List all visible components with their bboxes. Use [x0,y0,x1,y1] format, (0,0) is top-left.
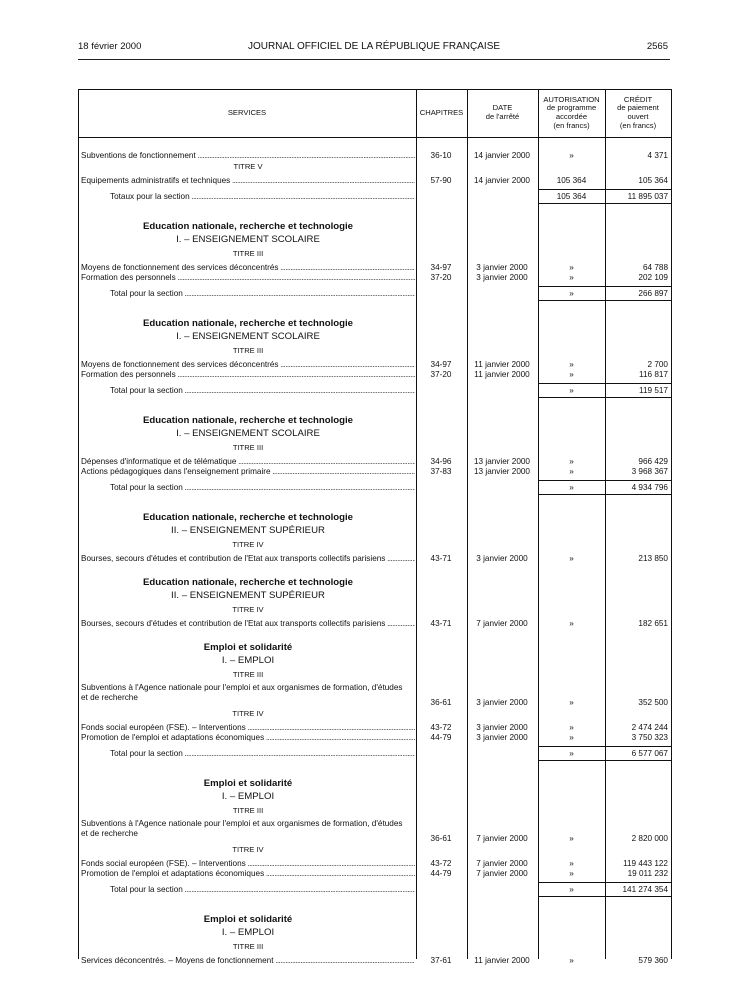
total-label: Total pour la section ..... [110,884,415,895]
credit-cell: 266 897 [638,289,668,298]
titre-heading: TITRE IV [232,845,264,854]
column-divider [416,89,417,959]
chapter-cell: 43-72 [430,723,452,732]
total-row [78,748,672,759]
credit-cell: 352 500 [638,698,668,707]
date-cell: 14 janvier 2000 [474,151,530,160]
column-divider [78,89,79,959]
row-label: Actions pédagogiques dans l'enseignement primaire ..... [81,466,415,477]
table-row [78,732,672,743]
autorisation-cell: 105 364 [556,176,587,185]
total-row [78,884,672,895]
column-divider [467,89,468,959]
chapter-cell: 36-10 [430,151,452,160]
ministry-heading: Emploi et solidarité [203,778,293,789]
ministry-heading: Emploi et solidarité [203,642,293,653]
date-cell: 3 janvier 2000 [476,733,528,742]
section-heading: I. – EMPLOI [221,791,275,802]
chapter-cell: 36-61 [430,834,452,843]
titre-heading: TITRE III [232,806,264,815]
credit-cell: 116 817 [639,370,668,379]
table-row [78,369,672,380]
ministry-heading: Education nationale, recherche et technologie [142,221,354,232]
credit-cell: 11 895 037 [627,192,668,201]
ministry-heading: Emploi et solidarité [203,914,293,925]
credit-cell: 6 577 067 [631,749,668,758]
section-heading: II. – ENSEIGNEMENT SUPÉRIEUR [171,525,325,536]
total-rule-top [538,189,672,190]
autorisation-cell: » [569,749,574,758]
table-row [78,868,672,879]
credit-cell: 2 474 244 [631,723,668,732]
section-heading: I. – ENSEIGNEMENT SCOLAIRE [176,428,320,439]
table-row [78,466,672,477]
date-cell: 7 janvier 2000 [476,834,528,843]
autorisation-cell: » [569,698,574,707]
autorisation-cell: » [569,370,574,379]
column-header-services: SERVICES [227,107,267,117]
credit-cell: 213 850 [638,554,668,563]
titre-heading: TITRE IV [232,709,264,718]
total-rule-top [538,286,672,287]
table-row [78,833,672,844]
date-cell: 13 janvier 2000 [474,457,530,466]
chapter-cell: 36-61 [430,698,452,707]
total-rule-top [538,480,672,481]
chapter-cell: 43-71 [430,619,452,628]
total-row [78,482,672,493]
total-row [78,288,672,299]
autorisation-cell: » [569,386,574,395]
total-rule-bottom [538,300,672,301]
autorisation-cell: » [569,869,574,878]
credit-cell: 3 968 367 [631,467,668,476]
credit-cell: 3 750 323 [631,733,668,742]
chapter-cell: 34-96 [430,457,452,466]
credit-cell: 119 443 122 [623,859,668,868]
page-number: 2565 [646,41,668,52]
row-label: Fonds social européen (FSE). – Interventions ..... [81,858,415,869]
date-cell: 7 janvier 2000 [476,619,528,628]
row-label: Dépenses d'informatique et de télématique ..... [81,456,415,467]
total-label: Total pour la section ..... [110,748,415,759]
date-cell: 14 janvier 2000 [474,176,530,185]
table-row [78,150,672,161]
titre-heading: TITRE III [232,670,264,679]
autorisation-cell: » [569,554,574,563]
total-label: Total pour la section ..... [110,288,415,299]
ministry-heading: Education nationale, recherche et technologie [142,318,354,329]
autorisation-cell: » [569,885,574,894]
total-rule-bottom [538,896,672,897]
section-heading: II. – ENSEIGNEMENT SUPÉRIEUR [171,590,325,601]
total-rule-bottom [538,494,672,495]
section-heading: I. – EMPLOI [221,655,275,666]
chapter-cell: 37-20 [430,273,452,282]
column-divider [538,89,539,959]
ministry-heading: Education nationale, recherche et technologie [142,512,354,523]
header-rule [78,59,670,60]
total-label: Total pour la section ..... [110,385,415,396]
ministry-heading: Education nationale, recherche et technologie [142,577,354,588]
total-row [78,385,672,396]
titre-heading: TITRE III [232,346,264,355]
titre-heading: TITRE V [233,162,263,171]
column-header-chapitres: CHAPITRES [419,107,464,117]
row-label: Subventions à l'Agence nationale pour l'emploi et aux organismes de formation, d'études et de recherche [81,683,403,702]
chapter-cell: 43-71 [430,554,452,563]
date-cell: 3 janvier 2000 [476,273,528,282]
chapter-cell: 43-72 [430,859,452,868]
chapter-cell: 57-90 [430,176,452,185]
credit-cell: 141 274 354 [622,885,668,894]
chapter-cell: 37-61 [430,956,452,965]
row-label: Bourses, secours d'études et contribution de l'Etat aux transports collectifs parisiens ..... [81,618,415,629]
total-rule-bottom [538,203,672,204]
total-rule-bottom [538,397,672,398]
section-heading: I. – ENSEIGNEMENT SCOLAIRE [176,234,320,245]
credit-cell: 182 651 [638,619,668,628]
column-divider [671,89,672,959]
date-cell: 7 janvier 2000 [476,859,528,868]
chapter-cell: 44-79 [430,733,452,742]
date-cell: 11 janvier 2000 [474,360,530,369]
titre-heading: TITRE III [232,443,264,452]
table-row [78,175,672,186]
autorisation-cell: » [569,619,574,628]
credit-cell: 202 109 [638,273,668,282]
date-cell: 7 janvier 2000 [476,869,528,878]
autorisation-cell: » [569,273,574,282]
row-label: Subventions à l'Agence nationale pour l'emploi et aux organismes de formation, d'études et de recherche [81,819,403,838]
row-label: Equipements administratifs et techniques ..... [81,175,415,186]
credits-table [78,89,672,965]
row-label: Moyens de fonctionnement des services déconcentrés ..... [81,262,415,273]
chapter-cell: 37-83 [430,467,452,476]
date-cell: 11 janvier 2000 [474,370,530,379]
column-divider [605,89,606,959]
date-cell: 3 janvier 2000 [476,723,528,732]
total-rule-top [538,383,672,384]
date-cell: 3 janvier 2000 [476,263,528,272]
chapter-cell: 34-97 [430,360,452,369]
titre-heading: TITRE IV [232,605,264,614]
total-rule-bottom [538,760,672,761]
autorisation-cell: » [569,723,574,732]
credit-cell: 966 429 [638,457,668,466]
row-label: Formation des personnels ..... [81,272,415,283]
titre-heading: TITRE III [232,249,264,258]
row-label: Promotion de l'emploi et adaptations économiques ..... [81,732,415,743]
autorisation-cell: » [569,483,574,492]
row-label: Moyens de fonctionnement des services déconcentrés ..... [81,359,415,370]
autorisation-cell: » [569,457,574,466]
table-row [78,955,672,966]
chapter-cell: 44-79 [430,869,452,878]
journal-title: JOURNAL OFFICIEL DE LA RÉPUBLIQUE FRANÇAISE [247,41,501,52]
section-heading: I. – ENSEIGNEMENT SCOLAIRE [176,331,320,342]
table-row [78,618,672,629]
page-header-date: 18 février 2000 [78,41,142,52]
autorisation-cell: » [569,289,574,298]
ministry-heading: Education nationale, recherche et technologie [142,415,354,426]
date-cell: 11 janvier 2000 [474,956,530,965]
credit-cell: 4 371 [647,151,668,160]
total-rule-top [538,882,672,883]
row-label: Bourses, secours d'études et contribution de l'Etat aux transports collectifs parisiens ..... [81,553,415,564]
autorisation-cell: » [569,467,574,476]
credit-cell: 105 364 [638,176,668,185]
autorisation-cell: » [569,733,574,742]
autorisation-cell: » [569,859,574,868]
section-heading: I. – EMPLOI [221,927,275,938]
chapter-cell: 34-97 [430,263,452,272]
total-row [78,191,672,202]
table-row [78,553,672,564]
autorisation-cell: » [569,956,574,965]
column-header-date: DATE de l'arrêté [485,103,520,121]
autorisation-cell: » [569,263,574,272]
autorisation-cell: » [569,360,574,369]
credit-cell: 19 011 232 [627,869,668,878]
credit-cell: 2 820 000 [631,834,668,843]
credit-cell: 64 788 [642,263,668,272]
total-rule-top [538,746,672,747]
column-header-credit: CRÉDIT de paiement ouvert (en francs) [617,94,659,130]
total-label: Total pour la section ..... [110,482,415,493]
date-cell: 3 janvier 2000 [476,698,528,707]
column-header-autorisation: AUTORISATION de programme accordée (en francs) [543,94,600,130]
date-cell: 13 janvier 2000 [474,467,530,476]
table-header-border [78,137,672,138]
row-label: Fonds social européen (FSE). – Interventions ..... [81,722,415,733]
total-label: Totaux pour la section ..... [110,191,415,202]
titre-heading: TITRE IV [232,540,264,549]
row-label: Subventions de fonctionnement ..... [81,150,415,161]
autorisation-cell: » [569,834,574,843]
credit-cell: 4 934 796 [631,483,668,492]
autorisation-cell: 105 364 [556,192,587,201]
titre-heading: TITRE III [232,942,264,951]
table-row [78,697,672,708]
row-label: Services déconcentrés. – Moyens de fonctionnement ..... [81,955,415,966]
row-label: Promotion de l'emploi et adaptations économiques ..... [81,868,415,879]
date-cell: 3 janvier 2000 [476,554,528,563]
row-label: Formation des personnels ..... [81,369,415,380]
table-row [78,272,672,283]
chapter-cell: 37-20 [430,370,452,379]
autorisation-cell: » [569,151,574,160]
credit-cell: 119 517 [639,386,668,395]
credit-cell: 579 360 [638,956,668,965]
credit-cell: 2 700 [647,360,668,369]
